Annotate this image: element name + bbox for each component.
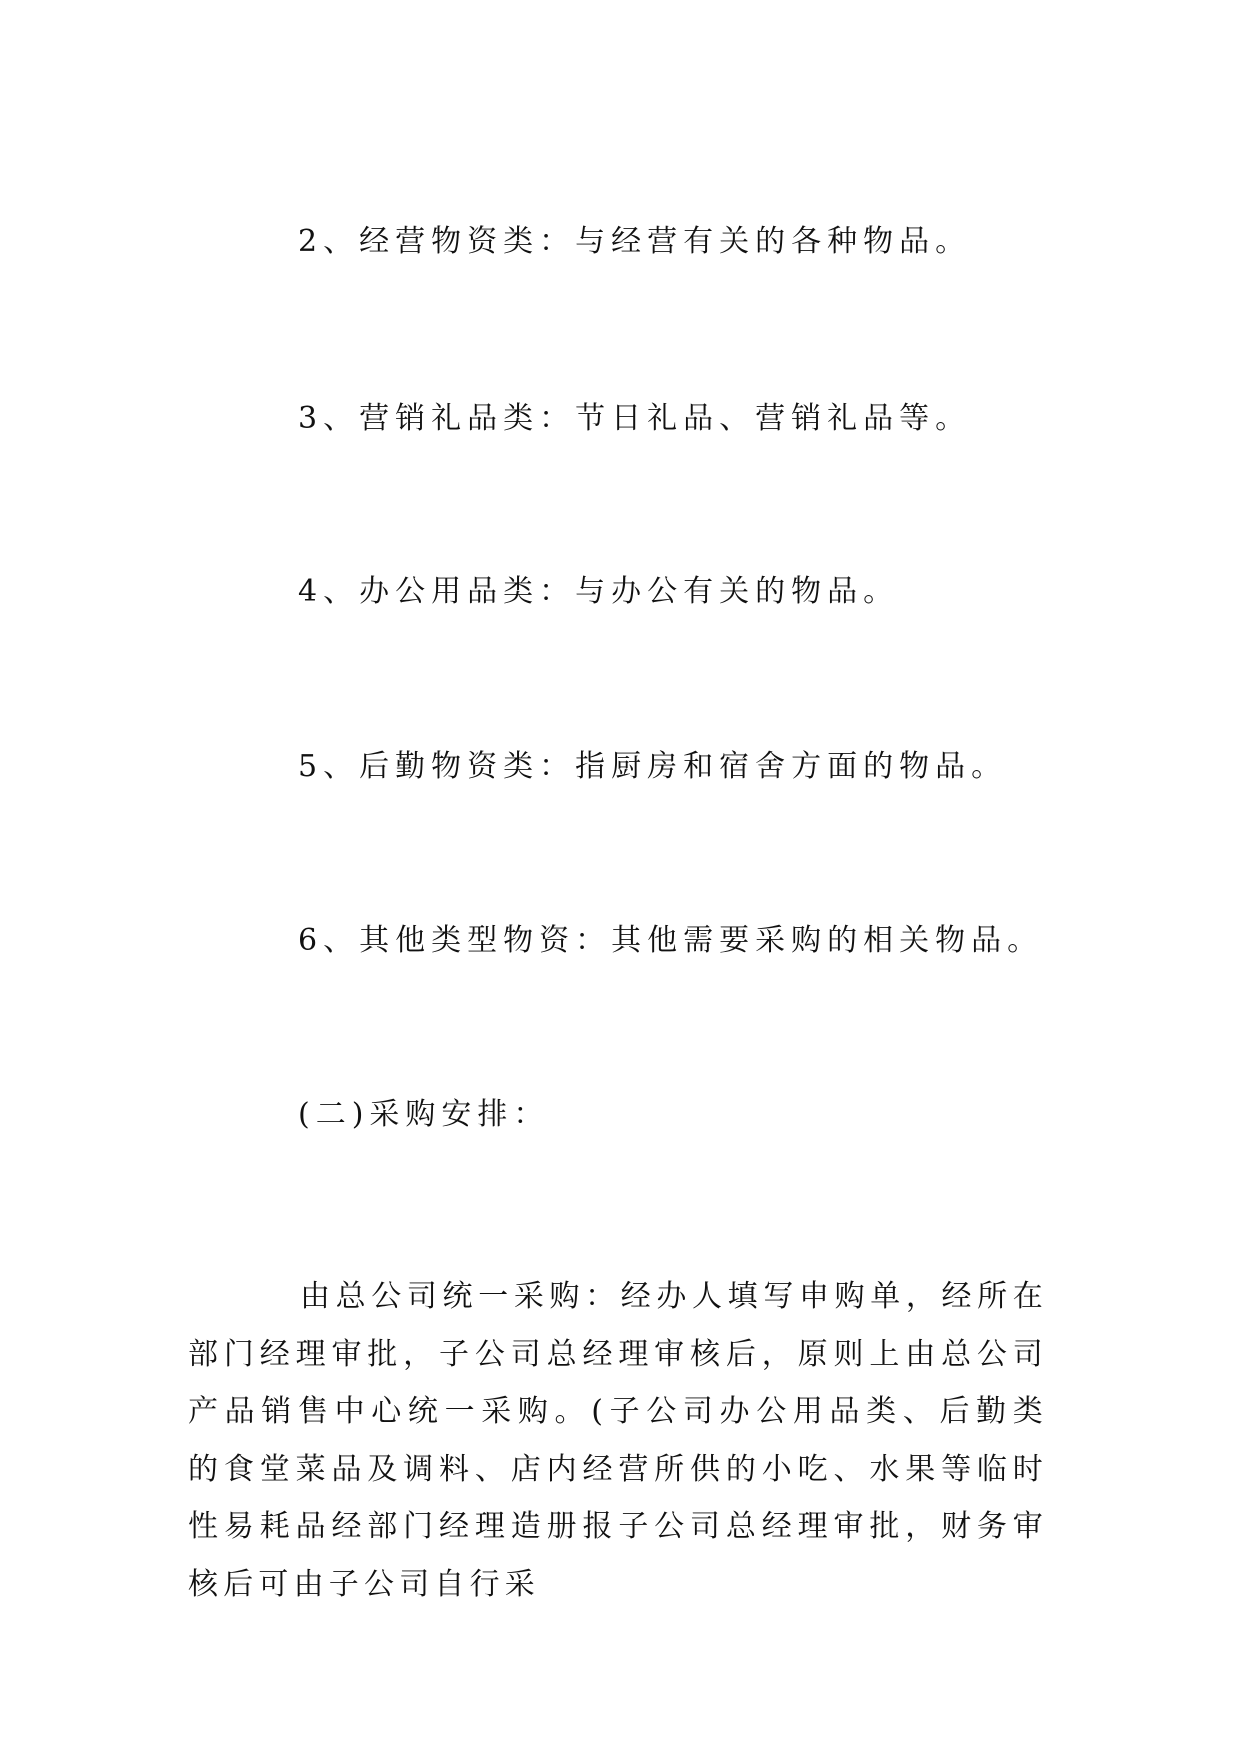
list-item: 2、经营物资类：与经营有关的各种物品。 <box>298 224 972 259</box>
list-item: 6、其他类型物资：其他需要采购的相关物品。 <box>298 923 1044 958</box>
list-item: 4、办公用品类：与办公有关的物品。 <box>298 574 900 609</box>
list-item: 3、营销礼品类：节日礼品、营销礼品等。 <box>298 401 972 436</box>
section-heading: (二)采购安排： <box>298 1097 550 1132</box>
list-item: 5、后勤物资类：指厨房和宿舍方面的物品。 <box>298 749 1008 784</box>
body-paragraph: 由总公司统一采购：经办人填写申购单，经所在部门经理审批，子公司总经理审核后，原则上由总公司产品销售中心统一采购。(子公司办公用品类、后勤类的食堂菜品及调料、店内经营所供的小吃、水果等临时性易耗品经部门经理造册报子公司总经理审批，财务审核后可由子公司自行采 <box>188 1279 1048 1602</box>
